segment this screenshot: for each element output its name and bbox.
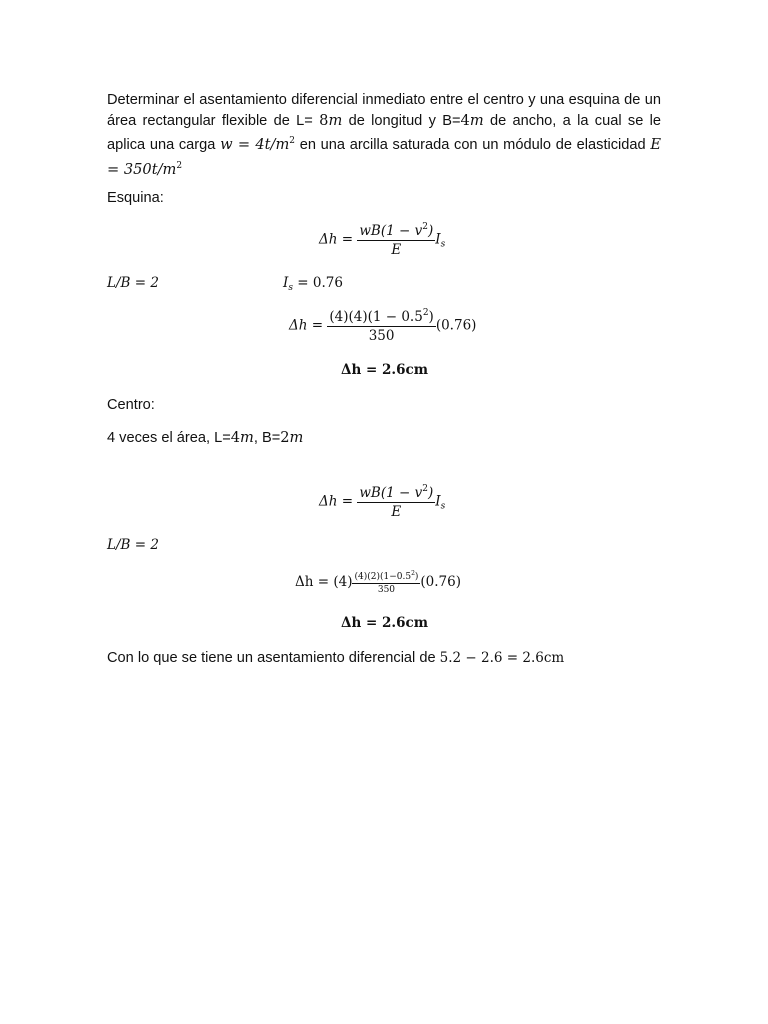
length-unit: m bbox=[328, 111, 343, 129]
centro-formula-numerator: $wB(1 - v^2)$ bbox=[359, 484, 434, 501]
esquina-heading: Esquina: bbox=[107, 190, 164, 206]
centro-formula-fraction bbox=[357, 484, 435, 520]
problem-line-3b: en una arcilla saturada con un módulo de elasticidad bbox=[295, 137, 646, 153]
centro-formula-denominator: E bbox=[391, 504, 402, 520]
problem-line-2b: de longitud y B= bbox=[342, 112, 461, 129]
esquina-ratio: L/B = 2 bbox=[107, 275, 159, 291]
modulus-expression: E = 350t/m bbox=[107, 136, 661, 178]
esquina-calc-rhs: (0.76) bbox=[435, 317, 477, 334]
esquina-calc-fraction bbox=[327, 308, 435, 344]
esquina-formula-denominator: E bbox=[391, 242, 402, 258]
load-expression: w = 4t/m bbox=[220, 136, 290, 153]
load-exponent: 2 bbox=[289, 136, 296, 146]
esquina-calc-lhs: Δh = bbox=[289, 317, 328, 334]
centro-calc-lhs: Δh = (4) bbox=[295, 574, 353, 590]
length-value: 8 bbox=[319, 111, 329, 129]
conclusion-expression: 5.2 − 2.6 = 2.6cm bbox=[439, 650, 565, 666]
esquina-formula: Δh = $\frac{wB(1 - v^2)}{E}$ $I_s$ bbox=[319, 222, 446, 258]
centro-calc-rhs: (0.76) bbox=[420, 574, 461, 590]
conclusion-text: Con lo que se tiene un asentamiento diferencial de 5.2 − 2.6 = 2.6cm bbox=[107, 650, 565, 666]
problem-paragraph bbox=[107, 90, 661, 180]
problem-line-2c: de ancho, a la cual se le bbox=[483, 112, 662, 129]
esquina-calc-denominator: 350 bbox=[368, 328, 395, 344]
centro-ratio: L/B = 2 bbox=[107, 537, 159, 553]
width-unit: m bbox=[469, 111, 484, 129]
centro-formula-lhs: Δh = bbox=[319, 493, 358, 510]
problem-line-2a: un área rectangular flexible de L= bbox=[107, 92, 661, 129]
esquina-influence-factor: $I_s = 0.76$ bbox=[283, 275, 343, 293]
problem-statement bbox=[107, 90, 661, 180]
esquina-result: Δh = 2.6cm bbox=[341, 362, 428, 378]
centro-calc-numerator: $(4)(2)(1-0.5^2)$ bbox=[354, 570, 419, 582]
esquina-formula-rhs: I bbox=[435, 231, 441, 248]
esquina-calculation bbox=[289, 308, 476, 344]
problem-line-3a: aplica una carga bbox=[107, 137, 221, 153]
centro-heading: Centro: bbox=[107, 397, 155, 413]
width-value: 4 bbox=[460, 111, 470, 129]
esquina-calc-numerator: $(4)(4)(1 - 0.5^2)$ bbox=[329, 308, 434, 325]
problem-line-1: Determinar el asentamiento diferencial inmediato entre el centro y una esquina de bbox=[107, 92, 641, 108]
esquina-formula-fraction bbox=[357, 222, 435, 258]
centro-formula: Δh = $\frac{wB(1 - v^2)}{E}$ $I_s$ bbox=[319, 484, 446, 520]
modulus-exponent: 2 bbox=[176, 160, 183, 171]
centro-calc-denominator: 350 bbox=[377, 585, 396, 595]
centro-area-text: 4 veces el área, L=4m, B=2m bbox=[107, 429, 304, 446]
centro-formula-rhs: I bbox=[435, 493, 441, 510]
centro-calculation bbox=[295, 570, 461, 595]
esquina-formula-lhs: Δh = bbox=[319, 231, 358, 248]
centro-result: Δh = 2.6cm bbox=[341, 615, 428, 631]
esquina-formula-numerator: $wB(1 - v^2)$ bbox=[359, 222, 434, 239]
centro-calc-fraction bbox=[352, 570, 420, 595]
